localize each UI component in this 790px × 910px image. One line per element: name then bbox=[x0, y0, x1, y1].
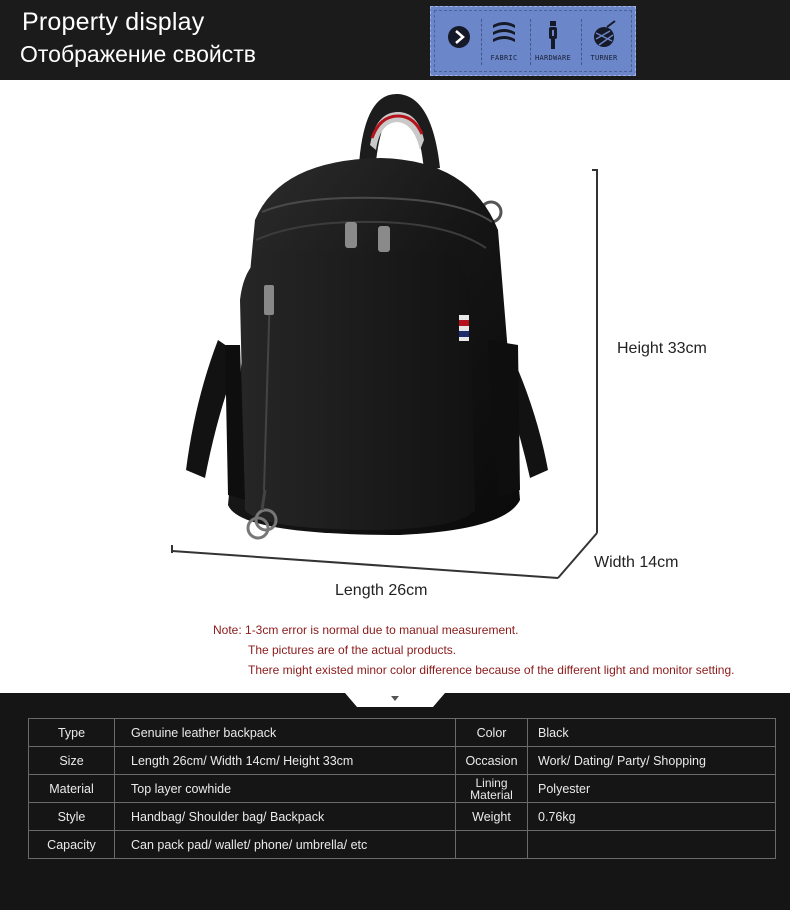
spec-key: Material bbox=[29, 775, 115, 803]
hardware-badge bbox=[530, 19, 574, 65]
height-label: Height 33cm bbox=[617, 340, 707, 357]
spec-value bbox=[528, 831, 776, 859]
note-line-2: The pictures are of the actual products. bbox=[248, 643, 457, 657]
hardware-label: HARDWARE bbox=[534, 54, 572, 62]
table-row bbox=[29, 747, 776, 775]
width-label: Width 14cm bbox=[594, 554, 679, 571]
spec-value: Black bbox=[528, 719, 776, 747]
fabric-badge bbox=[481, 19, 525, 65]
feature-badge-panel bbox=[430, 6, 636, 76]
table-row bbox=[29, 719, 776, 747]
spec-key: Size bbox=[29, 747, 115, 775]
spec-key: Style bbox=[29, 803, 115, 831]
spec-value: Handbag/ Shoulder bag/ Backpack bbox=[115, 803, 456, 831]
turner-label: TURNER bbox=[590, 54, 618, 62]
spec-value: Top layer cowhide bbox=[115, 775, 456, 803]
spec-value: Polyester bbox=[528, 775, 776, 803]
note-line-3: There might existed minor color difference because of the different light and monitor setting. bbox=[248, 663, 735, 677]
spec-key-line: Material bbox=[470, 787, 513, 802]
spec-value: Work/ Dating/ Party/ Shopping bbox=[528, 747, 776, 775]
spec-key: Occasion bbox=[456, 747, 528, 775]
product-area bbox=[0, 80, 790, 693]
spec-value: Genuine leather backpack bbox=[115, 719, 456, 747]
note-line-1: Note: 1-3cm error is normal due to manual measurement. bbox=[213, 623, 519, 637]
spec-value: Can pack pad/ wallet/ phone/ umbrella/ etc bbox=[115, 831, 456, 859]
table-row bbox=[29, 775, 776, 803]
spec-key: Capacity bbox=[29, 831, 115, 859]
header-banner bbox=[0, 0, 790, 80]
spec-key-line: Lining bbox=[475, 775, 508, 790]
spec-table bbox=[28, 718, 776, 859]
turner-badge bbox=[581, 19, 625, 65]
length-label: Length 26cm bbox=[335, 582, 428, 599]
spec-value: Length 26cm/ Width 14cm/ Height 33cm bbox=[115, 747, 456, 775]
play-arrow-badge bbox=[437, 19, 481, 65]
section-tab-arrow bbox=[345, 693, 445, 713]
hardware-zipper-icon bbox=[538, 19, 568, 51]
spec-key: Color bbox=[456, 719, 528, 747]
play-arrow-icon bbox=[444, 19, 474, 49]
spec-key bbox=[456, 831, 528, 859]
spec-key: Type bbox=[29, 719, 115, 747]
spec-key-two-line bbox=[456, 775, 528, 803]
turner-icon bbox=[589, 19, 619, 51]
spec-key: Weight bbox=[456, 803, 528, 831]
table-row bbox=[29, 803, 776, 831]
fabric-icon bbox=[489, 19, 519, 51]
page-subtitle: Отображение свойств bbox=[20, 41, 256, 67]
table-row bbox=[29, 831, 776, 859]
backpack-image bbox=[0, 80, 790, 693]
spec-value: 0.76kg bbox=[528, 803, 776, 831]
page-title: Property display bbox=[22, 8, 205, 36]
fabric-label: FABRIC bbox=[490, 54, 518, 62]
